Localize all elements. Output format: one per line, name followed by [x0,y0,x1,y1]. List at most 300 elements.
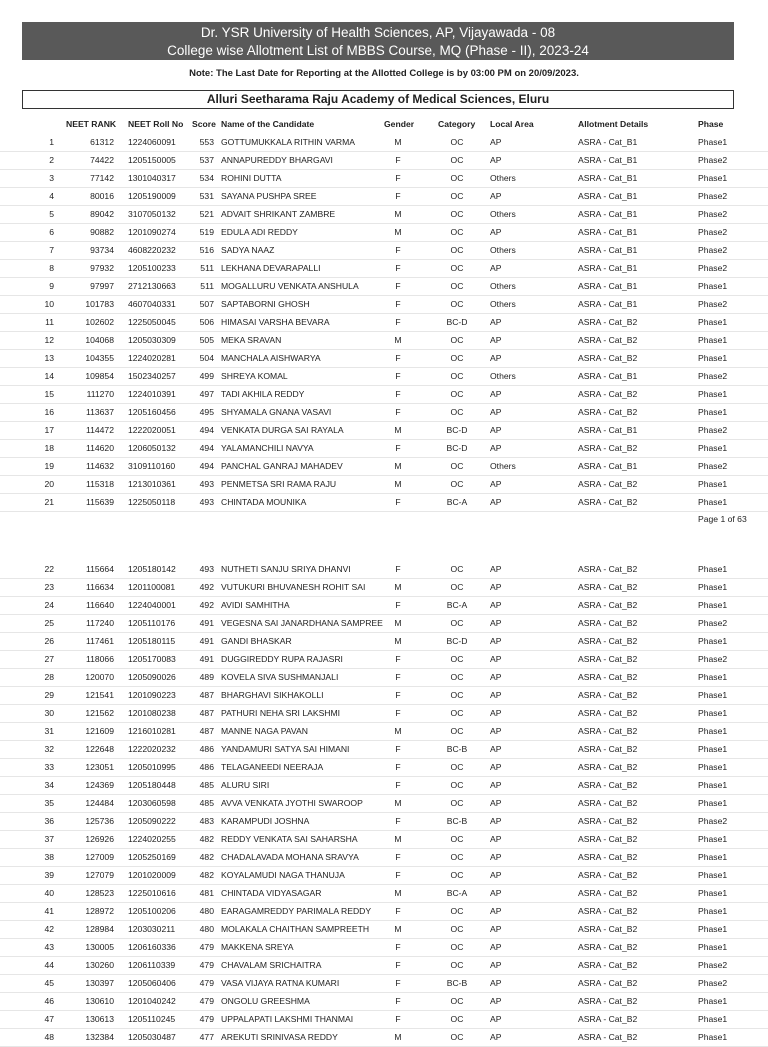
gender-cell: M [394,137,402,147]
table-row [0,458,768,476]
neet-rank-cell: 130005 [85,942,114,952]
neet-roll-no-cell: 3109110160 [128,461,176,471]
category-cell: OC [450,996,464,1006]
table-row [0,831,768,849]
table-row [0,170,768,188]
score-cell: 479 [199,978,214,988]
category-cell: OC [450,582,464,592]
allotment-details-cell: ASRA - Cat_B2 [578,708,638,718]
neet-rank-cell: 132384 [85,1032,114,1042]
neet-roll-no-cell: 1222020232 [128,744,176,754]
candidate-name-cell: NUTHETI SANJU SRIYA DHANVI [221,564,351,574]
candidate-name-cell: PENMETSA SRI RAMA RAJU [221,479,337,489]
local-area-cell: AP [490,155,502,165]
phase-cell: Phase1 [698,906,728,916]
neet-rank-cell: 121562 [85,708,114,718]
table-row [0,957,768,975]
reporting-note: Note: The Last Date for Reporting at the Allotted College is by 03:00 PM on 20/09/2023. [189,68,579,79]
serial-no-cell: 21 [44,497,54,507]
neet-rank-cell: 124484 [85,798,114,808]
category-cell: OC [450,299,464,309]
table-row [0,224,768,242]
phase-cell: Phase2 [698,425,728,435]
gender-cell: M [394,227,402,237]
serial-no-cell: 37 [44,834,54,844]
neet-roll-no-cell: 3107050132 [128,209,176,219]
candidate-name-cell: DUGGIREDDY RUPA RAJASRI [221,654,343,664]
score-cell: 487 [199,708,214,718]
score-cell: 486 [199,744,214,754]
table-row [0,885,768,903]
table-row [0,1011,768,1029]
local-area-cell: AP [490,726,502,736]
score-cell: 507 [199,299,214,309]
gender-cell: M [394,924,402,934]
neet-rank-cell: 130613 [85,1014,114,1024]
allotment-details-cell: ASRA - Cat_B2 [578,389,638,399]
allotment-details-cell: ASRA - Cat_B2 [578,618,638,628]
neet-roll-no-cell: 1224040001 [128,600,176,610]
score-cell: 494 [199,443,214,453]
local-area-cell: AP [490,618,502,628]
table-row [0,386,768,404]
neet-rank-cell: 115318 [85,479,114,489]
candidate-name-cell: AVIDI SAMHITHA [221,600,290,610]
allotment-details-cell: ASRA - Cat_B2 [578,564,638,574]
phase-cell: Phase2 [698,191,728,201]
allotment-details-cell: ASRA - Cat_B1 [578,155,638,165]
score-cell: 534 [199,173,214,183]
serial-no-cell: 18 [44,443,54,453]
serial-no-cell: 5 [49,209,54,219]
score-cell: 486 [199,762,214,772]
candidate-name-cell: EDULA ADI REDDY [221,227,298,237]
gender-cell: F [395,708,401,718]
serial-no-cell: 17 [44,425,54,435]
phase-cell: Phase1 [698,600,728,610]
table-row [0,206,768,224]
allotment-details-cell: ASRA - Cat_B1 [578,281,638,291]
neet-roll-no-cell: 1205110176 [128,618,176,628]
neet-rank-cell: 128972 [85,906,114,916]
neet-roll-no-cell: 1205150005 [128,155,176,165]
neet-roll-no-cell: 1216010281 [128,726,176,736]
neet-rank-cell: 77142 [90,173,114,183]
allotment-details-cell: ASRA - Cat_B1 [578,425,638,435]
allotment-details-cell: ASRA - Cat_B2 [578,924,638,934]
score-cell: 521 [199,209,214,219]
gender-cell: F [395,978,401,988]
candidate-name-cell: CHADALAVADA MOHANA SRAVYA [221,852,359,862]
neet-rank-cell: 126926 [85,834,114,844]
table-row [0,597,768,615]
serial-no-cell: 35 [44,798,54,808]
score-cell: 477 [199,1032,214,1042]
local-area-cell: AP [490,443,502,453]
neet-roll-no-cell: 1205250169 [128,852,176,862]
table-row [0,242,768,260]
gender-cell: F [395,600,401,610]
col-local-area: Local Area [490,119,534,129]
local-area-cell: AP [490,852,502,862]
allotment-details-cell: ASRA - Cat_B2 [578,960,638,970]
score-cell: 505 [199,335,214,345]
candidate-name-cell: GANDI BHASKAR [221,636,292,646]
local-area-cell: AP [490,407,502,417]
category-cell: OC [450,834,464,844]
table-row [0,669,768,687]
local-area-cell: AP [490,744,502,754]
score-cell: 511 [200,263,214,273]
gender-cell: F [395,497,401,507]
category-cell: BC-D [446,425,468,435]
serial-no-cell: 13 [44,353,54,363]
table-row [0,723,768,741]
candidate-name-cell: VENKATA DURGA SAI RAYALA [221,425,344,435]
neet-rank-cell: 117240 [85,618,114,628]
serial-no-cell: 24 [44,600,54,610]
local-area-cell: Others [490,173,516,183]
serial-no-cell: 31 [44,726,54,736]
neet-roll-no-cell: 1225050118 [128,497,176,507]
col-neet-rank: NEET RANK [66,119,117,129]
col-neet-roll: NEET Roll No [128,119,184,129]
score-cell: 516 [199,245,214,255]
gender-cell: F [395,942,401,952]
score-cell: 479 [199,942,214,952]
neet-rank-cell: 102602 [85,317,114,327]
table-row [0,440,768,458]
category-cell: OC [450,870,464,880]
serial-no-cell: 1 [49,137,54,147]
serial-no-cell: 9 [49,281,54,291]
neet-rank-cell: 114620 [85,443,114,453]
neet-roll-no-cell: 1213010361 [128,479,176,489]
candidate-name-cell: CHINTADA VIDYASAGAR [221,888,322,898]
neet-roll-no-cell: 1301040317 [128,173,176,183]
score-cell: 553 [199,137,214,147]
category-cell: BC-A [446,600,468,610]
neet-roll-no-cell: 1206160336 [128,942,176,952]
category-cell: OC [450,227,464,237]
score-cell: 479 [199,996,214,1006]
phase-cell: Phase2 [698,155,728,165]
candidate-name-cell: AREKUTI SRINIVASA REDDY [221,1032,338,1042]
gender-cell: F [395,173,401,183]
category-cell: OC [450,726,464,736]
serial-no-cell: 8 [49,263,54,273]
neet-roll-no-cell: 1203030211 [128,924,176,934]
table-row [0,494,768,512]
candidate-name-cell: MEKA SRAVAN [221,335,282,345]
phase-cell: Phase1 [698,1014,728,1024]
allotment-details-cell: ASRA - Cat_B2 [578,335,638,345]
table-row [0,134,768,152]
phase-cell: Phase2 [698,299,728,309]
category-cell: OC [450,762,464,772]
neet-rank-cell: 117461 [85,636,114,646]
candidate-name-cell: VASA VIJAYA RATNA KUMARI [221,978,340,988]
neet-rank-cell: 130397 [85,978,114,988]
gender-cell: M [394,209,402,219]
local-area-cell: Others [490,209,516,219]
score-cell: 506 [199,317,214,327]
local-area-cell: AP [490,690,502,700]
category-cell: BC-D [446,317,468,327]
neet-rank-cell: 80016 [90,191,114,201]
score-cell: 479 [199,1014,214,1024]
gender-cell: F [395,852,401,862]
gender-cell: F [395,155,401,165]
neet-roll-no-cell: 1222020051 [128,425,176,435]
serial-no-cell: 38 [44,852,54,862]
phase-cell: Phase1 [698,389,728,399]
allotment-details-cell: ASRA - Cat_B2 [578,852,638,862]
score-cell: 487 [199,690,214,700]
score-cell: 482 [199,834,214,844]
neet-rank-cell: 113637 [85,407,114,417]
phase-cell: Phase1 [698,888,728,898]
table-row [0,903,768,921]
neet-roll-no-cell: 1201090223 [128,690,176,700]
phase-cell: Phase1 [698,173,728,183]
allotment-table-page1 [0,116,768,512]
local-area-cell: AP [490,888,502,898]
neet-rank-cell: 121609 [85,726,114,736]
phase-cell: Phase1 [698,479,728,489]
neet-roll-no-cell: 1201090274 [128,227,176,237]
candidate-name-cell: TADI AKHILA REDDY [221,389,305,399]
category-cell: OC [450,335,464,345]
candidate-name-cell: SADYA NAAZ [221,245,275,255]
neet-roll-no-cell: 1225050045 [128,317,176,327]
candidate-name-cell: SAPTABORNI GHOSH [221,299,310,309]
neet-roll-no-cell: 4608220232 [128,245,176,255]
allotment-details-cell: ASRA - Cat_B2 [578,942,638,952]
local-area-cell: AP [490,798,502,808]
neet-roll-no-cell: 1224010391 [128,389,176,399]
gender-cell: F [395,870,401,880]
neet-rank-cell: 130610 [85,996,114,1006]
local-area-cell: AP [490,600,502,610]
category-cell: OC [450,798,464,808]
candidate-name-cell: ANNAPUREDDY BHARGAVI [221,155,333,165]
neet-roll-no-cell: 1502340257 [128,371,176,381]
category-cell: OC [450,281,464,291]
phase-cell: Phase1 [698,870,728,880]
phase-cell: Phase1 [698,353,728,363]
col-category: Category [438,119,476,129]
serial-no-cell: 48 [44,1032,54,1042]
neet-rank-cell: 101783 [85,299,114,309]
local-area-cell: AP [490,425,502,435]
local-area-cell: AP [490,335,502,345]
local-area-cell: AP [490,672,502,682]
score-cell: 492 [199,600,214,610]
phase-cell: Phase2 [698,960,728,970]
serial-no-cell: 16 [44,407,54,417]
candidate-name-cell: ADVAIT SHRIKANT ZAMBRE [221,209,336,219]
neet-rank-cell: 116634 [85,582,114,592]
candidate-name-cell: LEKHANA DEVARAPALLI [221,263,321,273]
phase-cell: Phase1 [698,762,728,772]
serial-no-cell: 30 [44,708,54,718]
serial-no-cell: 25 [44,618,54,628]
candidate-name-cell: YALAMANCHILI NAVYA [221,443,314,453]
gender-cell: F [395,353,401,363]
score-cell: 480 [199,924,214,934]
neet-roll-no-cell: 1206110339 [128,960,176,970]
category-cell: BC-A [446,497,468,507]
allotment-details-cell: ASRA - Cat_B1 [578,245,638,255]
local-area-cell: AP [490,1014,502,1024]
category-cell: OC [450,780,464,790]
gender-cell: F [395,299,401,309]
table-row [0,633,768,651]
col-phase: Phase [698,119,724,129]
phase-cell: Phase2 [698,978,728,988]
candidate-name-cell: MANNE NAGA PAVAN [221,726,308,736]
category-cell: OC [450,389,464,399]
local-area-cell: AP [490,582,502,592]
phase-cell: Phase1 [698,798,728,808]
local-area-cell: AP [490,654,502,664]
score-cell: 491 [199,618,214,628]
score-cell: 494 [199,461,214,471]
table-row [0,687,768,705]
neet-roll-no-cell: 1225010616 [128,888,176,898]
score-cell: 492 [199,582,214,592]
col-candidate-name: Name of the Candidate [221,119,315,129]
neet-rank-cell: 97932 [90,263,114,273]
neet-rank-cell: 124369 [85,780,114,790]
local-area-cell: AP [490,978,502,988]
local-area-cell: Others [490,461,516,471]
allotment-details-cell: ASRA - Cat_B2 [578,654,638,664]
category-cell: OC [450,960,464,970]
phase-cell: Phase2 [698,618,728,628]
serial-no-cell: 10 [44,299,54,309]
score-cell: 519 [199,227,214,237]
candidate-name-cell: KARAMPUDI JOSHNA [221,816,310,826]
phase-cell: Phase1 [698,564,728,574]
neet-rank-cell: 127009 [85,852,114,862]
neet-rank-cell: 74422 [90,155,114,165]
candidate-name-cell: CHINTADA MOUNIKA [221,497,307,507]
category-cell: OC [450,654,464,664]
allotment-details-cell: ASRA - Cat_B2 [578,816,638,826]
gender-cell: F [395,816,401,826]
allotment-details-cell: ASRA - Cat_B2 [578,479,638,489]
serial-no-cell: 4 [49,191,54,201]
table-row [0,795,768,813]
phase-cell: Phase1 [698,942,728,952]
neet-roll-no-cell: 1201040242 [128,996,176,1006]
university-title: Dr. YSR University of Health Sciences, AP, Vijayawada - 08 [200,25,556,40]
table-row [0,260,768,278]
table-row [0,777,768,795]
allotment-details-cell: ASRA - Cat_B1 [578,191,638,201]
category-cell: OC [450,906,464,916]
serial-no-cell: 44 [44,960,54,970]
category-cell: OC [450,924,464,934]
allotment-details-cell: ASRA - Cat_B2 [578,834,638,844]
candidate-name-cell: BHARGHAVI SIKHAKOLLI [221,690,324,700]
table-row [0,705,768,723]
local-area-cell: AP [490,636,502,646]
allotment-details-cell: ASRA - Cat_B2 [578,1032,638,1042]
candidate-name-cell: GOTTUMUKKALA RITHIN VARMA [221,137,356,147]
local-area-cell: AP [490,762,502,772]
gender-cell: F [395,407,401,417]
table-row [0,314,768,332]
neet-roll-no-cell: 1205160456 [128,407,176,417]
neet-rank-cell: 128523 [85,888,114,898]
neet-rank-cell: 127079 [85,870,114,880]
page-number: Page 1 of 63 [698,514,747,524]
category-cell: OC [450,353,464,363]
category-cell: OC [450,173,464,183]
gender-cell: F [395,654,401,664]
score-cell: 511 [200,281,214,291]
neet-rank-cell: 89042 [90,209,114,219]
table-row [0,993,768,1011]
phase-cell: Phase2 [698,816,728,826]
phase-cell: Phase2 [698,245,728,255]
neet-roll-no-cell: 1205030309 [128,335,176,345]
serial-no-cell: 29 [44,690,54,700]
table-row [0,188,768,206]
phase-cell: Phase1 [698,636,728,646]
candidate-name-cell: HIMASAI VARSHA BEVARA [221,317,330,327]
local-area-cell: AP [490,996,502,1006]
neet-rank-cell: 121541 [85,690,114,700]
neet-rank-cell: 93734 [90,245,114,255]
gender-cell: M [394,834,402,844]
neet-rank-cell: 104068 [85,335,114,345]
local-area-cell: AP [490,263,502,273]
col-allotment-details: Allotment Details [578,119,649,129]
category-cell: OC [450,407,464,417]
candidate-name-cell: ONGOLU GREESHMA [221,996,310,1006]
table-row [0,368,768,386]
candidate-name-cell: YANDAMURI SATYA SAI HIMANI [221,744,350,754]
category-cell: OC [450,155,464,165]
category-cell: BC-B [446,744,468,754]
allotment-details-cell: ASRA - Cat_B1 [578,461,638,471]
serial-no-cell: 39 [44,870,54,880]
gender-cell: F [395,996,401,1006]
local-area-cell: AP [490,227,502,237]
candidate-name-cell: MANCHALA AISHWARYA [221,353,321,363]
serial-no-cell: 47 [44,1014,54,1024]
category-cell: BC-B [446,978,468,988]
phase-cell: Phase1 [698,852,728,862]
candidate-name-cell: KOYALAMUDI NAGA THANUJA [221,870,345,880]
neet-rank-cell: 114632 [85,461,114,471]
table-row [0,561,768,579]
serial-no-cell: 36 [44,816,54,826]
allotment-details-cell: ASRA - Cat_B2 [578,497,638,507]
gender-cell: F [395,281,401,291]
table-header [0,116,768,134]
gender-cell: F [395,1014,401,1024]
allotment-details-cell: ASRA - Cat_B1 [578,173,638,183]
category-cell: OC [450,942,464,952]
score-cell: 531 [199,191,214,201]
table-row [0,975,768,993]
category-cell: OC [450,708,464,718]
